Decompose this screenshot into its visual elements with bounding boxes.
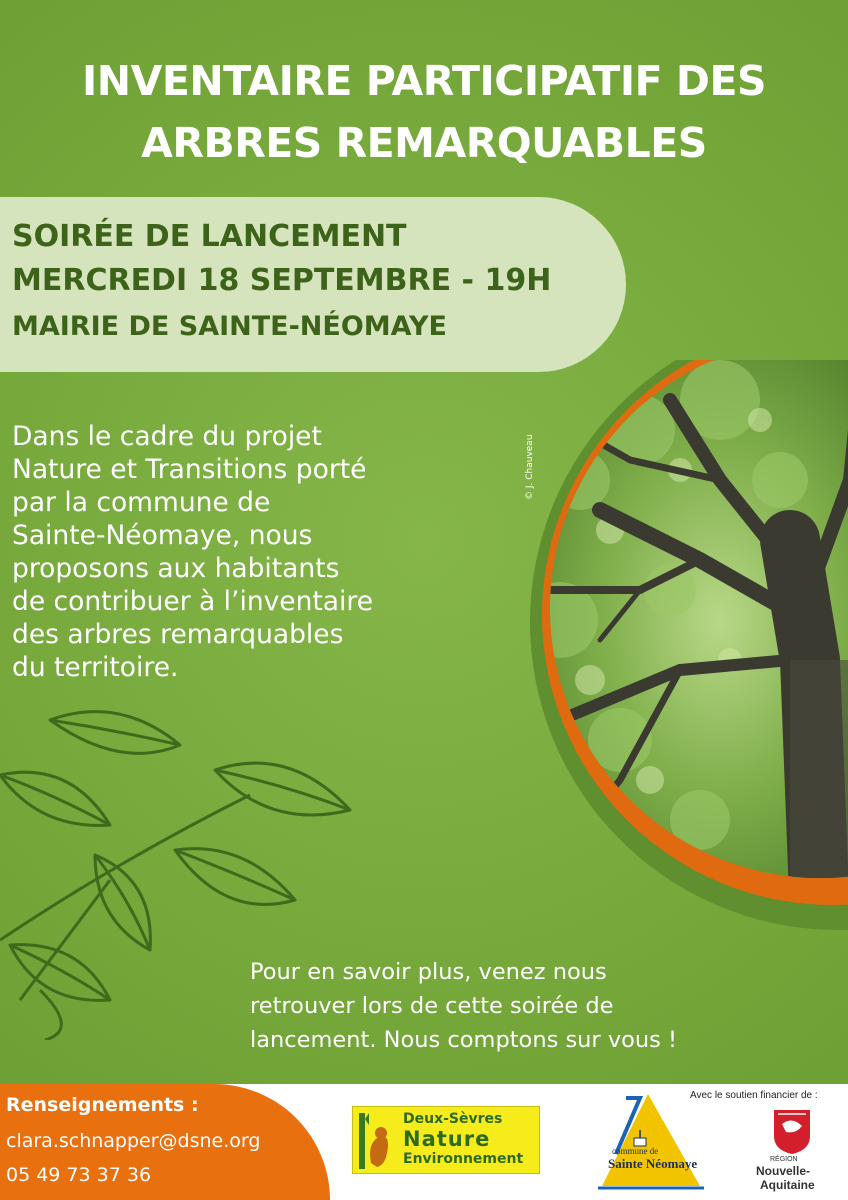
dsne-logo [352,1106,540,1174]
region-shield-icon [756,1108,828,1154]
intro-line: proposons aux habitants [12,553,340,584]
outro-paragraph [250,955,848,1057]
tree-photo [520,360,848,940]
region-line-3: Aquitaine [760,1178,815,1192]
intro-line: Nature et Transitions porté [12,454,367,485]
intro-paragraph [12,420,482,684]
intro-line: Sainte-Néomaye, nous [12,520,313,551]
dsne-line-2: Nature [403,1127,491,1151]
commune-logo [596,1094,706,1194]
outro-line: lancement. Nous comptons sur vous ! [250,1027,678,1053]
poster-title [0,50,848,174]
commune-line-2: Sainte Néomaye [608,1156,698,1171]
event-date: MERCREDI 18 SEPTEMBRE - 19H [12,263,552,298]
footer [0,1084,848,1200]
intro-line: par la commune de [12,487,271,518]
intro-line: de contribuer à l’inventaire [12,586,374,617]
intro-line: Dans le cadre du projet [12,421,322,452]
region-logo [756,1108,828,1200]
event-banner [0,197,626,372]
dsne-line-3: Environnement [403,1151,524,1167]
outro-line: Pour en savoir plus, venez nous [250,959,607,985]
contact-phone[interactable]: 05 49 73 37 36 [6,1164,152,1186]
commune-line-1: commune de [612,1146,659,1156]
event-location: MAIRIE DE SAINTE-NÉOMAYE [12,311,447,342]
outro-line: retrouver lors de cette soirée de [250,993,614,1019]
photo-credit: © J. Chauveau [525,434,535,500]
region-line-2: Nouvelle- [756,1164,811,1178]
contact-title: Renseignements : [6,1094,199,1116]
dsne-mascot-icon [357,1113,401,1169]
contact-block [0,1084,330,1200]
event-title: SOIRÉE DE LANCEMENT [12,219,407,254]
commune-emblem-icon [596,1094,706,1194]
region-line-1: RÉGION [770,1156,798,1163]
sponsor-note: Avec le soutien financier de : [690,1090,818,1101]
contact-email[interactable]: clara.schnapper@dsne.org [6,1130,261,1152]
title-line-1: INVENTAIRE PARTICIPATIF DES [82,57,766,105]
intro-line: des arbres remarquables [12,619,344,650]
tree-photo-frame [520,360,848,940]
intro-line: du territoire. [12,652,179,683]
dsne-line-1: Deux-Sèvres [403,1111,503,1127]
title-line-2: ARBRES REMARQUABLES [141,119,707,167]
